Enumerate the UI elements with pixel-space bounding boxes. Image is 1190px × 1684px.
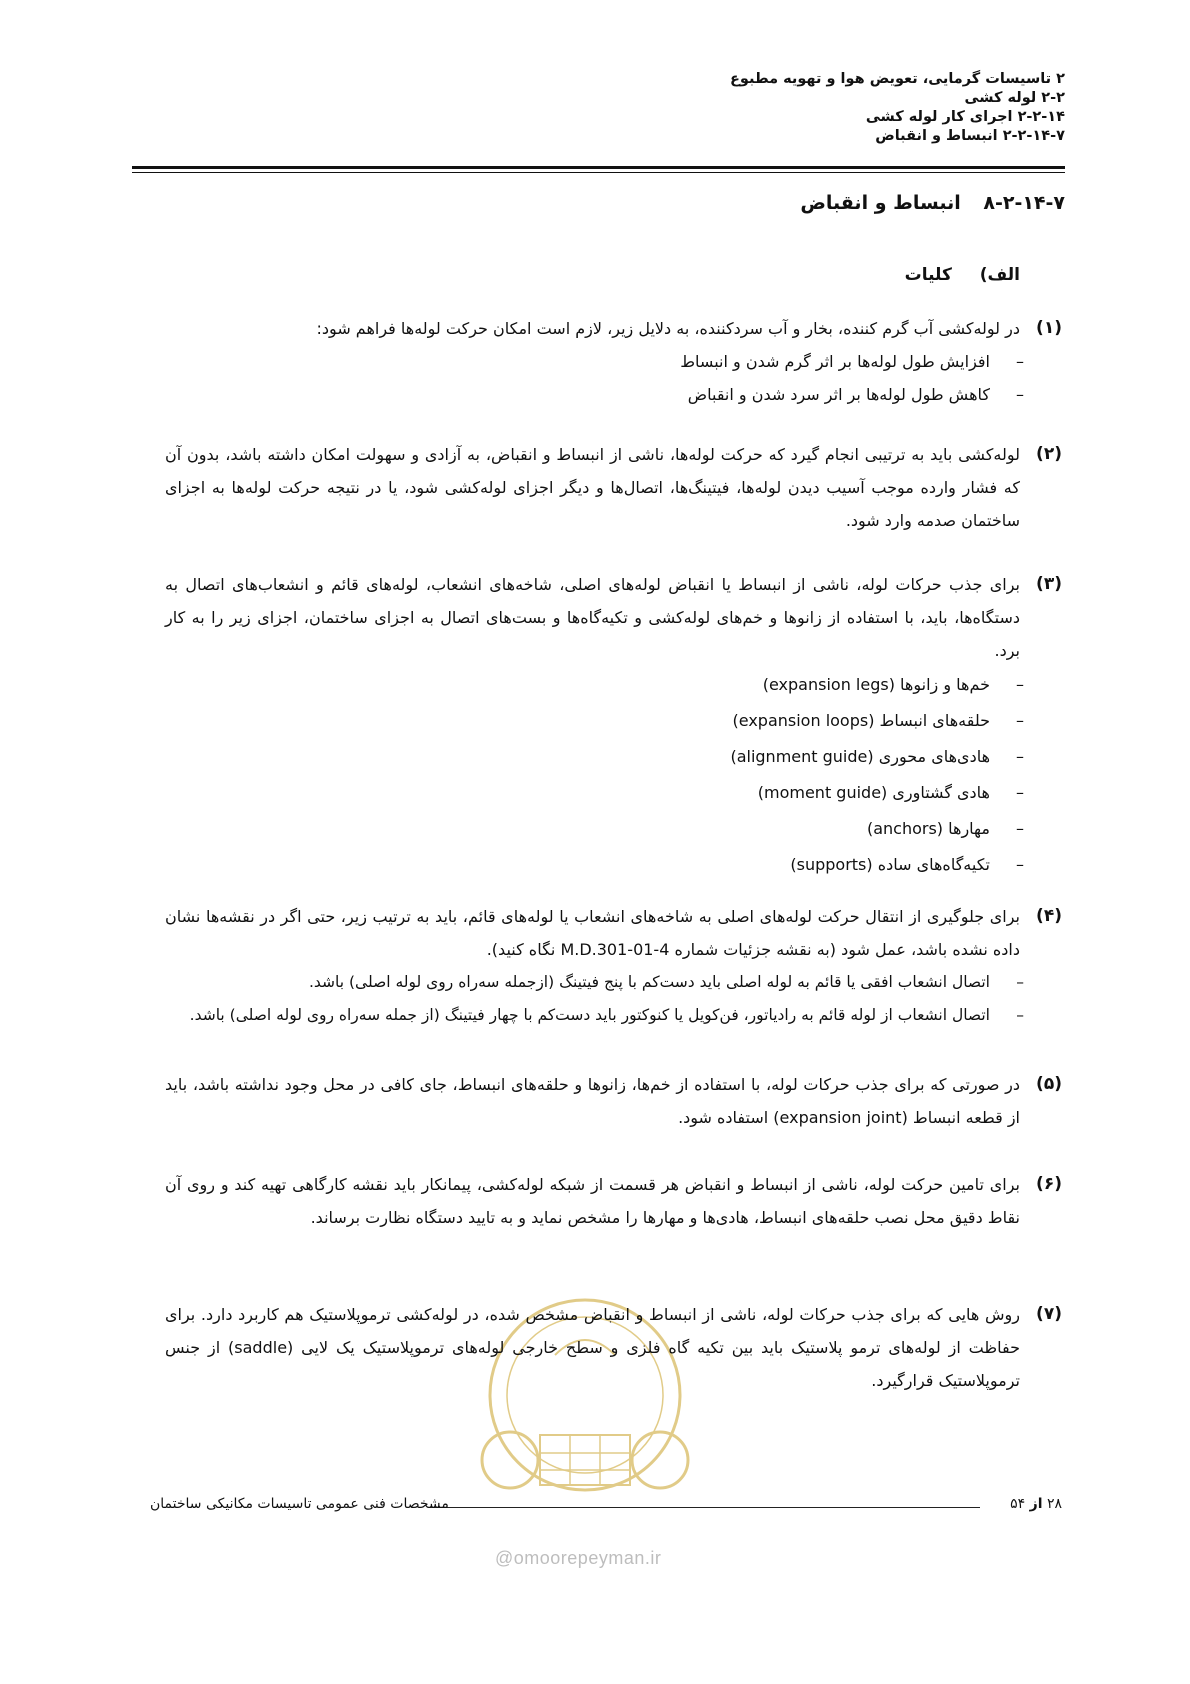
list-item: – خم‌ها و زانوها (expansion legs) xyxy=(762,675,1024,694)
header-line-4: ۲-۲-۱۴-۷ انبساط و انقباض xyxy=(875,128,1065,144)
clause-marker: (۷) xyxy=(1036,1304,1062,1324)
list-item-latin: (moment guide) xyxy=(757,783,888,802)
subsection-title: کلیات xyxy=(904,265,952,285)
clause-text: برای جذب حرکات لوله، ناشی از انبساط یا انقباض لوله‌های اصلی، شاخه‌های انشعاب، لوله‌های قائم و انشعاب‌های اتصال به دستگاه‌ها، باید، با استفاده از زانوها و خم‌های لوله‌کشی و تکیه‌گاه‌ها و بست‌های اتصال به اجزای ساختمان، اجزای زیر را به کار برد. xyxy=(165,575,1020,660)
header-line-1: ۲ تاسیسات گرمایی، تعویض هوا و تهویه مطبوع xyxy=(730,71,1065,87)
list-item-latin: (expansion loops) xyxy=(732,711,875,730)
clause-text-part: برای جلوگیری از انتقال حرکت لوله‌های اصلی به شاخه‌های انشعاب یا لوله‌های قائم، باید به ترتیب زیر، حتی اگر در نقشه‌ها نشان داده نشده باشد، عمل شود (به نقشه جزئیات شماره xyxy=(165,907,1020,959)
list-item-text: هادی‌های محوری xyxy=(878,747,990,766)
clause-5 xyxy=(165,1068,1062,1134)
list-item-latin: (expansion legs) xyxy=(762,675,895,694)
clause-marker: (۱) xyxy=(1036,318,1062,338)
list-item-latin: (supports) xyxy=(790,855,873,874)
clause-2 xyxy=(165,438,1062,537)
section-title: انبساط و انقباض xyxy=(800,192,961,214)
bullet-list xyxy=(165,345,1024,411)
footer-doc-title: مشخصات فنی عمومی تاسیسات مکانیکی ساختمان xyxy=(150,1496,449,1512)
list-item-text: حلقه‌های انبساط xyxy=(879,711,990,730)
header-rule-thin xyxy=(132,172,1065,173)
clause-text: برای تامین حرکت لوله، ناشی از انبساط و انقباض هر قسمت از شبکه لوله‌کشی، پیمانکار باید نقشه کارگاهی تهیه کند و روی آن نقاط دقیق محل نصب حلقه‌های انبساط، هادی‌ها و مهارها را مشخص نماید و به تایید دستگاه نظارت برساند. xyxy=(165,1175,1020,1227)
clause-6 xyxy=(165,1168,1062,1234)
list-item: – هادی‌های محوری (alignment guide) xyxy=(730,747,1024,766)
page-current: ۲۸ xyxy=(1046,1496,1062,1512)
bullet-list xyxy=(165,667,1024,883)
list-item: – تکیه‌گاه‌های ساده (supports) xyxy=(790,855,1024,874)
clause-1 xyxy=(165,312,1062,411)
subsection-heading xyxy=(905,265,1020,285)
bullet-list xyxy=(165,966,1024,1032)
clause-text-part: نگاه کنید). xyxy=(486,940,556,959)
clause-3 xyxy=(165,568,1062,883)
running-header xyxy=(730,70,1065,146)
watermark-text: @omoorepeyman.ir xyxy=(495,1548,662,1568)
list-item: – کاهش طول لوله‌ها بر اثر سرد شدن و انقباض xyxy=(687,385,1024,404)
section-number: ۸-۲-۱۴-۷ xyxy=(983,192,1065,214)
clause-text-part: روش هایی که برای جذب حرکات لوله، ناشی از انبساط و انقباض مشخص شده، در لوله‌کشی ترموپلاستیک هم کاربرد دارد. برای حفاظت از لوله‌های ترمو پلاستیک باید بین تکیه گاه فلزی و سطح خارجی لوله‌های ترموپلاستیک یک لایی xyxy=(165,1305,1020,1357)
clause-marker: (۳) xyxy=(1036,574,1062,594)
list-item-latin: (anchors) xyxy=(866,819,944,838)
clause-text xyxy=(165,900,1020,966)
header-line-3: ۲-۲-۱۴ اجرای کار لوله کشی xyxy=(865,109,1065,125)
list-item-text: اتصال انشعاب افقی یا قائم به لوله اصلی باید دست‌کم با پنج فیتینگ (ازجمله سه‌راه روی لوله اصلی) باشد. xyxy=(308,973,990,991)
list-item: – هادی گشتاوری (moment guide) xyxy=(757,783,1024,802)
list-item: – اتصال انشعاب از لوله قائم به رادیاتور، فن‌کویل یا کنوکتور باید دست‌کم با چهار فیتینگ (از جمله سه‌راه روی لوله اصلی) باشد. xyxy=(189,1006,1024,1024)
term-reference: (expansion joint) xyxy=(773,1108,908,1127)
list-item: – اتصال انشعاب افقی یا قائم به لوله اصلی باید دست‌کم با پنج فیتینگ (ازجمله سه‌راه روی لوله اصلی) باشد. xyxy=(308,973,1024,991)
page-total: ۵۴ xyxy=(1010,1496,1026,1512)
list-item-text: افزایش طول لوله‌ها بر اثر گرم شدن و انبساط xyxy=(680,352,990,371)
term-reference: (saddle) xyxy=(228,1338,294,1357)
clause-text-part: در صورتی که برای جذب حرکات لوله، با استفاده از خم‌ها، زانوها و حلقه‌های انبساط، جای کافی در محل وجود نداشته باشد، باید از قطعه انبساط xyxy=(165,1075,1020,1127)
clause-marker: (۶) xyxy=(1036,1174,1062,1194)
list-item: – مهارها (anchors) xyxy=(866,819,1024,838)
section-heading xyxy=(800,192,1065,214)
list-item-text: اتصال انشعاب از لوله قائم به رادیاتور، فن‌کویل یا کنوکتور باید دست‌کم با چهار فیتینگ (از جمله سه‌راه روی لوله اصلی) باشد. xyxy=(189,1006,990,1024)
list-item-text: تکیه‌گاه‌های ساده xyxy=(877,855,990,874)
clause-text xyxy=(165,1298,1020,1397)
header-line-2: ۲-۲ لوله کشی xyxy=(964,90,1065,106)
list-item-text: مهارها xyxy=(948,819,990,838)
list-item-text: خم‌ها و زانوها xyxy=(900,675,990,694)
subsection-label: الف) xyxy=(979,265,1020,285)
list-item: – حلقه‌های انبساط (expansion loops) xyxy=(732,711,1024,730)
header-rule-thick xyxy=(132,166,1065,169)
clause-text xyxy=(165,1068,1020,1134)
drawing-reference: M.D.301-01-4 xyxy=(560,940,670,959)
clause-text-part: استفاده شود. xyxy=(678,1108,769,1127)
list-item-text: هادی گشتاوری xyxy=(892,783,990,802)
footer-rule xyxy=(430,1507,980,1508)
list-item: – افزایش طول لوله‌ها بر اثر گرم شدن و انبساط xyxy=(680,352,1024,371)
clause-text: لوله‌کشی باید به ترتیبی انجام گیرد که حرکت لوله‌ها، ناشی از انبساط و انقباض، به آزادی و سهولت امکان داشته باشد، بدون آن که فشار وارده موجب آسیب دیدن لوله‌ها، فیتینگ‌ها، اتصال‌ها و دیگر اجزای لوله‌کشی شود، یا در نتیجه حرکت لوله‌ها به اجزای ساختمان صدمه وارد شود. xyxy=(165,445,1020,530)
page-of: از xyxy=(1029,1496,1043,1512)
clause-4 xyxy=(165,900,1062,1032)
clause-text-part: از جنس ترموپلاستیک قرارگیرد. xyxy=(165,1338,1020,1390)
clause-text: در لوله‌کشی آب گرم کننده، بخار و آب سردکننده، به دلایل زیر، لازم است امکان حرکت لوله‌ها فراهم شود: xyxy=(316,319,1020,338)
clause-marker: (۴) xyxy=(1036,906,1062,926)
page-number xyxy=(1010,1496,1062,1512)
list-item-latin: (alignment guide) xyxy=(730,747,874,766)
clause-7 xyxy=(165,1298,1062,1397)
clause-marker: (۲) xyxy=(1036,444,1062,464)
list-item-text: کاهش طول لوله‌ها بر اثر سرد شدن و انقباض xyxy=(687,385,990,404)
clause-marker: (۵) xyxy=(1036,1074,1062,1094)
